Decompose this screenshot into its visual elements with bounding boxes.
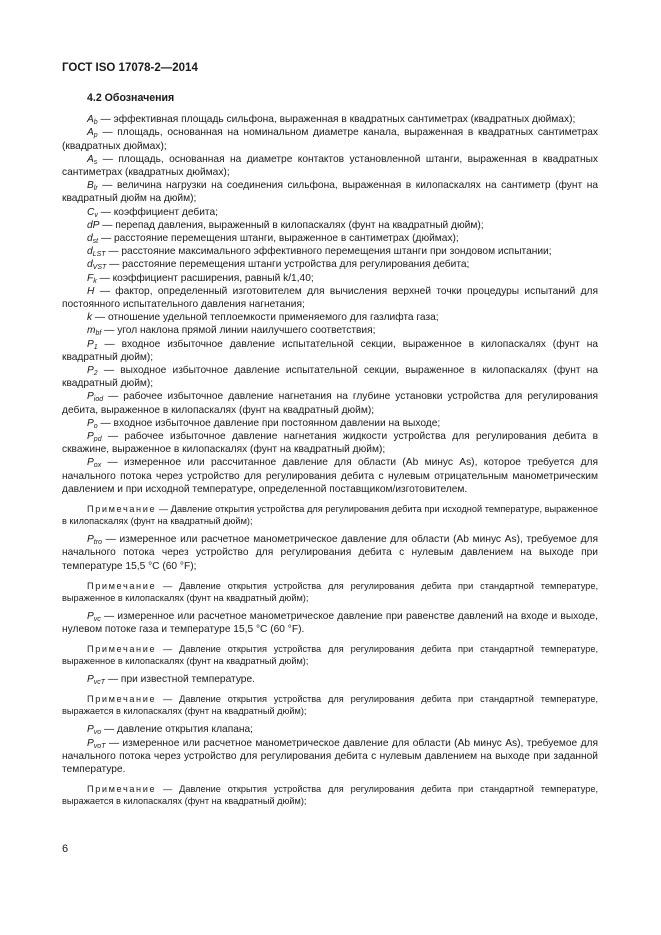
symbol-entry: $d_{LST}$ — расстояние максимального эффективного перемещения штанги при зондовом испытании; [87,246,552,259]
symbol-entry: $P_{pd}$ — рабочее избыточное давление нагнетания жидкости устройства для регулирования дебита в скважине, выраженное в килопаскалях (фунт на квадратный дюйм); [62,431,598,456]
symbol-entry: $P_2$ — выходное избыточное давление испытательной секции, выраженное в килопаскалях (фунт на квадратный дюйм); [62,365,598,390]
symbol-entry: $P_1$ — входное избыточное давление испытательной секции, выраженное в килопаскалях (фунт на квадратный дюйм); [62,338,598,363]
document-body [62,92,598,813]
section-title: 4.2 Обозначения [87,92,175,104]
symbol-entry: $d_{st}$ — расстояние перемещения штанги, выраженное в сантиметрах (дюймах); [87,233,459,246]
note: Примечание — Давление открытия устройства для регулирования дебита при стандартной температуре, выраженное в килопаскалях (фунт на квадратный дюйм); [62,580,598,603]
symbol-entry: $P_{voT}$ — измеренное или расчетное манометрическое давление для области (Ab минус As), требуемое для начального потока через устройство для регулирования дебита с нулевым давлением на выходе при заданной температуре. [62,737,598,775]
symbol-entry: H — фактор, определенный изготовителем для вычисления верхней точки процедуры испытаний для постоянного испытательного давления нагнетания; [62,285,598,311]
symbol-entry: $P_{ox}$ — измеренное или рассчитанное давление для области (Ab минус As), которое требуется для начального потока через устройство для регулирования дебита с нулевым отрицательным манометрическим давлением и при исходной температуре, определенной поставщиком/изготовителем. [62,457,598,495]
note: Примечание — Давление открытия устройства для регулирования дебита при исходной температуре, выраженное в килопаскалях (фунт на квадратный дюйм); [62,504,598,527]
symbol-entry: $P_{tro}$ — измеренное или расчетное манометрическое давление для области (Ab минус As), требуемое для начального потока через устройство для регулирования дебита с нулевым давлением на выходе при температуре 15,5 °С (60 °F); [62,534,598,572]
symbol-entry: $P_{vo}$ — давление открытия клапана; [87,724,254,737]
symbol-entry: $C_v$ — коэффициент дебита; [87,206,218,219]
document-header: ГОСТ ISO 17078-2—2014 [62,62,198,74]
symbol-list [62,113,598,496]
symbol-entry: $m_{bf}$ — угол наклона прямой линии наилучшего соответствия; [87,325,376,338]
symbol-entry: $A_p$ — площадь, основанная на номинальном диаметре канала, выраженная в квадратных сантиметрах (квадратных дюймах); [62,127,598,152]
symbol-entry: $B_{lr}$ — величина нагрузки на соединения сильфона, выраженная в килопаскалях на сантиметр (фунт на квадратный дюйм на дюйм); [62,180,598,205]
symbol-entry: $A_b$ — эффективная площадь сильфона, выраженная в квадратных сантиметрах (квадратных дюймах); [87,114,576,127]
note: Примечание — Давление открытия устройства для регулирования дебита при стандартной температуре, выраженное в килопаскалях (фунт на квадратный дюйм); [62,644,598,667]
symbol-entry: $P_{vcT}$ — при известной температуре. [87,674,255,687]
symbol-entry: dP — перепад давления, выраженный в килопаскалях (фунт на квадратный дюйм); [87,219,484,231]
note: Примечание — Давление открытия устройства для регулирования дебита при стандартной температуре, выражается в килопаскалях (фунт на квадратный дюйм); [62,694,598,717]
symbol-entry: $A_s$ — площадь, основанная на диаметре контактов установленной штанги, выраженная в квадратных сантиметрах (квадратных дюймах); [62,153,598,179]
symbol-entry: $F_k$ — коэффициент расширения, равный k/1,40; [87,272,314,285]
symbol-entry: $P_{vc}$ — измеренное или расчетное манометрическое давление при равенстве давлений на входе и выходе, нулевом потоке газа и температуре 15,5 °С (60 °F). [62,610,598,635]
symbol-entry: $P_o$ — входное избыточное давление при постоянном давлении на выходе; [87,417,441,430]
symbol-entry: $d_{VST}$ — расстояние перемещения штанги устройства для регулирования дебита; [87,259,470,272]
note: Примечание — Давление открытия устройства для регулирования дебита при стандартной температуре, выражается в килопаскалях (фунт на квадратный дюйм); [62,784,598,807]
symbol-entry: $P_{iod}$ — рабочее избыточное давление нагнетания на глубине установки устройства для регулирования дебита, выраженное в килопаскалях (фунт на квадратный дюйм); [62,391,598,416]
page-number: 6 [62,843,69,855]
symbol-entry: k — отношение удельной теплоемкости применяемого для газлифта газа; [87,312,439,324]
